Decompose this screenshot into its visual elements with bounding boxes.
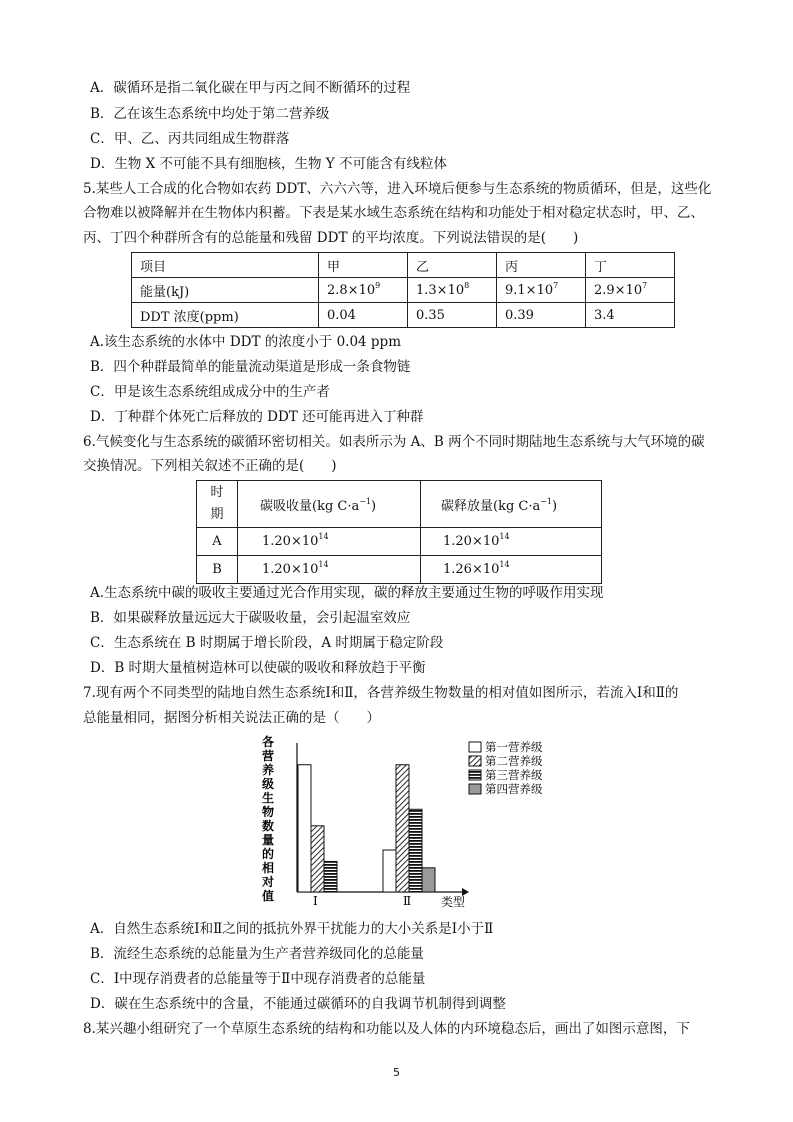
q4-option-d: D．生物 X 不可能不具有细胞核，生物 Y 不可能含有线粒体 bbox=[90, 156, 448, 172]
q6-absorb-b: $1.20\times 10^{14}$ bbox=[238, 556, 421, 584]
q5-energy-yi: $1.3\times 10^8$ bbox=[408, 278, 497, 303]
bar-2-2 bbox=[396, 765, 409, 892]
x-axis-label: 类型 bbox=[441, 895, 466, 909]
q5-stem-line-1: 5.某些人工合成的化合物如农药 DDT、六六六等，进入环境后便参与生态系统的物质循环，但是，这些化 bbox=[83, 181, 712, 197]
legend-swatch bbox=[469, 742, 481, 752]
q6-period-a: A bbox=[197, 528, 238, 556]
legend-label: 第三营养级 bbox=[485, 768, 543, 782]
x-tick-label: Ⅰ bbox=[313, 894, 318, 908]
q7-stem-line-1: 7.现有两个不同类型的陆地自然生态系统Ⅰ和Ⅱ，各营养级生物数量的相对值如图所示，若流入Ⅰ和Ⅱ的 bbox=[83, 685, 679, 701]
q5-stem-line-3: 丙、丁四个种群所含有的总能量和残留 DDT 的平均浓度。下列说法错误的是( ) bbox=[83, 230, 579, 246]
q5-ddt-bing: 0.39 bbox=[497, 303, 586, 328]
q7-option-c: C．Ⅰ中现存消费者的总能量等于Ⅱ中现存消费者的总能量 bbox=[90, 971, 426, 987]
bar-1-2 bbox=[311, 826, 324, 892]
y-label-char: 数 bbox=[262, 819, 275, 833]
q6-absorb-a: $1.20\times 10^{14}$ bbox=[238, 528, 421, 556]
bar-2-1 bbox=[383, 850, 396, 892]
q6-row-a bbox=[197, 528, 602, 556]
q5-header-yi: 乙 bbox=[408, 253, 497, 278]
y-label-char: 量 bbox=[262, 833, 275, 847]
q5-header-ding: 丁 bbox=[586, 253, 675, 278]
y-axis-label bbox=[261, 735, 275, 903]
q6-header-absorb: 碳吸收量(kg $C\cdot a^{-1}$) bbox=[238, 481, 421, 528]
q5-header-item: 项目 bbox=[132, 253, 319, 278]
y-label-char: 值 bbox=[262, 889, 275, 903]
q6-release-a: $1.20\times 10^{14}$ bbox=[421, 528, 602, 556]
q4-option-a: A．碳循环是指二氧化碳在甲与丙之间不断循环的过程 bbox=[90, 80, 411, 96]
q5-stem-line-2: 合物难以被降解并在生物体内积蓄。下表是某水域生态系统在结构和功能处于相对稳定状态时，甲、乙、 bbox=[83, 205, 704, 221]
q5-ddt-yi: 0.35 bbox=[408, 303, 497, 328]
q6-row-b bbox=[197, 556, 602, 584]
y-label-char: 各 bbox=[262, 735, 275, 749]
x-tick-labels bbox=[313, 894, 411, 908]
chart-bars bbox=[298, 765, 435, 892]
bar-2-4 bbox=[422, 868, 435, 892]
x-tick-label: Ⅱ bbox=[403, 894, 412, 908]
q8-stem-line-1: 8.某兴趣小组研究了一个草原生态系统的结构和功能以及人体的内环境稳态后，画出了如图示意图，下 bbox=[83, 1021, 690, 1037]
q5-energy-ding: $2.9\times 10^7$ bbox=[586, 278, 675, 303]
q5-ddt-row bbox=[132, 303, 675, 328]
legend-label: 第四营养级 bbox=[485, 782, 543, 796]
q6-table bbox=[196, 480, 602, 584]
legend-label: 第一营养级 bbox=[485, 740, 543, 754]
q6-option-c: C．生态系统在 B 时期属于增长阶段，A 时期属于稳定阶段 bbox=[90, 635, 444, 651]
page-number: 5 bbox=[393, 1066, 400, 1079]
q5-ddt-ding: 3.4 bbox=[586, 303, 675, 328]
bar-2-3 bbox=[409, 809, 422, 892]
q5-option-d: D．丁种群个体死亡后释放的 DDT 还可能再进入丁种群 bbox=[90, 409, 424, 425]
q6-release-b: $1.26\times 10^{14}$ bbox=[421, 556, 602, 584]
legend-label: 第二营养级 bbox=[485, 754, 543, 768]
legend-swatch bbox=[469, 770, 481, 780]
trophic-level-bar-chart bbox=[0, 735, 793, 915]
q6-option-b: B．如果碳释放量远远大于碳吸收量，会引起温室效应 bbox=[90, 610, 411, 626]
q5-ddt-jia: 0.04 bbox=[319, 303, 408, 328]
bar-1-1 bbox=[298, 765, 311, 892]
q4-option-c: C．甲、乙、丙共同组成生物群落 bbox=[90, 131, 290, 147]
q7-stem-line-2: 总能量相同，据图分析相关说法正确的是（ ） bbox=[83, 710, 380, 726]
q5-energy-jia: $2.8\times 10^9$ bbox=[319, 278, 408, 303]
q6-header-period: 时 期 bbox=[197, 481, 238, 528]
q6-stem-line-2: 交换情况。下列相关叙述不正确的是( ) bbox=[83, 458, 337, 474]
y-label-char: 对 bbox=[262, 875, 275, 889]
q6-header-release: 碳释放量(kg $C\cdot a^{-1}$) bbox=[421, 481, 602, 528]
q7-option-b: B．流经生态系统的总能量为生产者营养级同化的总能量 bbox=[90, 946, 424, 962]
q5-table-header-row bbox=[132, 253, 675, 278]
q5-energy-label: 能量(kJ) bbox=[132, 278, 319, 303]
q6-option-d: D．B 时期大量植树造林可以使碳的吸收和释放趋于平衡 bbox=[90, 660, 426, 676]
q7-option-d: D．碳在生态系统中的含量，不能通过碳循环的自我调节机制得到调整 bbox=[90, 996, 506, 1012]
q5-header-jia: 甲 bbox=[319, 253, 408, 278]
y-label-char: 生 bbox=[262, 791, 275, 805]
y-label-char: 养 bbox=[262, 763, 275, 777]
q5-option-a: A.该生态系统的水体中 DDT 的浓度小于 0.04 ppm bbox=[90, 334, 402, 350]
legend-swatch bbox=[469, 756, 481, 766]
q7-option-a: A．自然生态系统Ⅰ和Ⅱ之间的抵抗外界干扰能力的大小关系是Ⅰ小于Ⅱ bbox=[90, 921, 494, 937]
y-label-char: 营 bbox=[262, 749, 275, 763]
legend-swatch bbox=[469, 784, 481, 794]
y-label-char: 级 bbox=[262, 777, 275, 791]
q6-option-a: A.生态系统中碳的吸收主要通过光合作用实现，碳的释放主要通过生物的呼吸作用实现 bbox=[90, 585, 604, 601]
y-label-char: 物 bbox=[262, 805, 275, 819]
q6-table-header-row bbox=[197, 481, 602, 528]
q5-option-b: B．四个种群最简单的能量流动渠道是形成一条食物链 bbox=[90, 359, 411, 375]
bar-1-3 bbox=[324, 861, 337, 892]
q4-option-b: B．乙在该生态系统中均处于第二营养级 bbox=[90, 106, 330, 122]
q5-option-c: C．甲是该生态系统组成成分中的生产者 bbox=[90, 384, 330, 400]
y-label-char: 的 bbox=[262, 847, 275, 861]
q6-period-b: B bbox=[197, 556, 238, 584]
q5-ddt-label: DDT 浓度(ppm) bbox=[132, 303, 319, 328]
q5-energy-bing: $9.1\times 10^7$ bbox=[497, 278, 586, 303]
chart-legend bbox=[469, 740, 543, 796]
q5-energy-row bbox=[132, 278, 675, 303]
q5-table bbox=[131, 252, 675, 328]
y-label-char: 相 bbox=[262, 861, 275, 875]
q5-header-bing: 丙 bbox=[497, 253, 586, 278]
q6-stem-line-1: 6.气候变化与生态系统的碳循环密切相关。如表所示为 A、B 两个不同时期陆地生态系统与大气环境的碳 bbox=[83, 434, 705, 450]
